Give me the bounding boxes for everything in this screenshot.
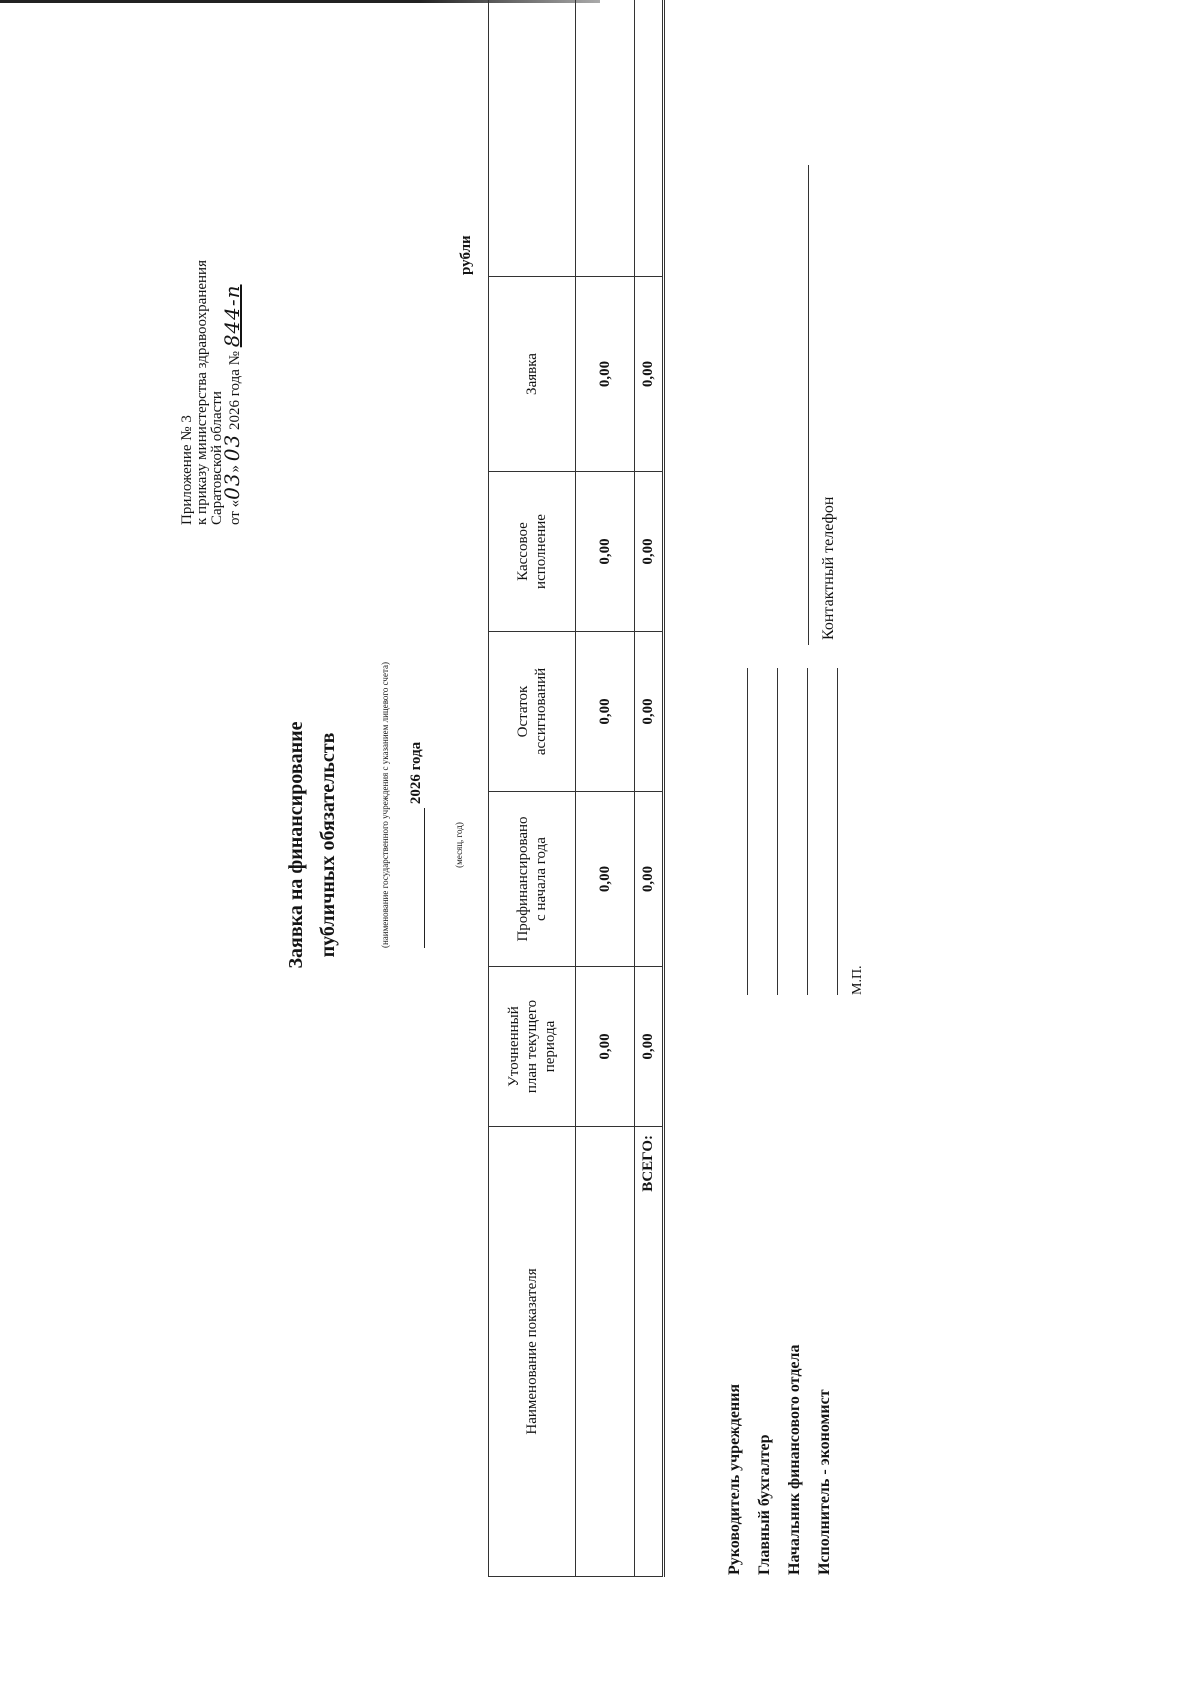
role-head: Руководитель учреждения [726,1383,743,1575]
handwritten-month: 03 [220,433,244,462]
row-name [576,1127,635,1577]
period-year: 2026 года [408,741,424,805]
appendix-date-line [220,260,244,525]
signature-roles [720,1345,840,1576]
title-line-1: Заявка на финансирование [285,721,307,969]
total-balance: 0,00 [635,632,664,792]
table-header-row [489,0,576,1577]
institution-caption: (наименование государственного учреждения с указанием лицевого счета) [380,662,390,949]
handwritten-day: 03 [220,472,244,500]
total-request: 0,00 [635,277,664,472]
period-caption: (месяц, год) [454,822,464,868]
signature-line-executor [808,668,838,995]
role-finance-head: Начальник финансового отдела [786,1344,803,1575]
month-blank [424,808,425,948]
row-cash: 0,00 [576,472,635,632]
document-title [280,595,344,1095]
total-plan: 0,00 [635,967,664,1127]
row-financed: 0,00 [576,792,635,967]
header-indicator-name: Наименование показателя [489,1127,576,1577]
phone-line [808,165,809,645]
header-balance: Остаток ассигнований [489,632,576,792]
period-line [408,595,425,1095]
handwritten-order-number: 844-п [220,284,244,348]
header-request: Заявка [489,277,576,472]
total-cash: 0,00 [635,472,664,632]
total-blank [635,0,664,277]
role-accountant: Главный бухгалтер [756,1434,773,1575]
stamp-place-label: М.П. [850,965,865,995]
header-blank [489,0,576,277]
units-label: рубли [458,235,474,275]
signature-line-finance-head [778,668,808,995]
row-balance: 0,00 [576,632,635,792]
appendix-order-ref: к приказу министерства здравоохранения [194,260,210,525]
table-row [576,0,635,1577]
date-year: 2026 года № [227,351,243,430]
appendix-header [180,260,243,525]
date-sep: » [227,464,243,473]
date-prefix: от « [227,499,243,525]
title-line-2: публичных обязательств [317,732,339,958]
appendix-region: Саратовской области [209,391,225,525]
appendix-number: Приложение № 3 [179,415,195,525]
signature-line-accountant [748,668,778,995]
total-label: ВСЕГО: [635,1127,664,1577]
header-financed: Профинансировано с начала года [489,792,576,967]
header-plan: Уточненный план текущего периода [489,967,576,1127]
row-blank [576,0,635,277]
role-executor: Исполнитель - экономист [816,1389,833,1575]
header-cash: Кассовое исполнение [489,472,576,632]
signature-line-head [718,668,748,995]
signature-lines [718,668,838,995]
financing-table [488,0,665,1577]
table-total-row [635,0,664,1577]
row-request: 0,00 [576,277,635,472]
contact-phone-label: Контактный телефон [820,496,837,640]
total-financed: 0,00 [635,792,664,967]
row-plan: 0,00 [576,967,635,1127]
